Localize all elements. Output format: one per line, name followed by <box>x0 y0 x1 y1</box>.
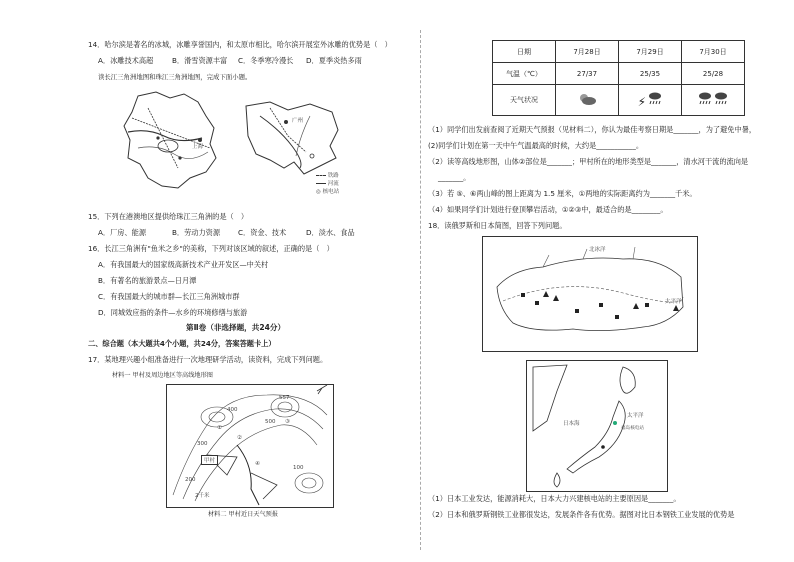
weather-cond-d1 <box>556 85 619 116</box>
label-c300: 300 <box>197 441 208 447</box>
q15-option-c: C．资金、技术 <box>238 228 287 237</box>
label-peak: 557 <box>279 395 290 401</box>
q18-sub2: （2）日本和俄罗斯钢铁工业都很发达，发展条件各有优势。据图对比日本钢铁工业发展的优势是 <box>428 510 735 519</box>
q16-option-d: D．同城效应指的条件—水乡的环境修缮与旅游 <box>98 308 248 317</box>
column-divider <box>420 30 421 550</box>
russia-map <box>482 236 698 352</box>
heavy-rain-icon <box>648 92 662 106</box>
label-c2: ② <box>237 435 242 441</box>
q16-option-a: A．有我国最大的国家级高新技术产业开发区—中关村 <box>98 260 269 269</box>
weather-header-d2: 7月29日 <box>619 41 682 63</box>
lightning-icon: ⚡ <box>637 94 647 109</box>
label-village: 甲村 <box>201 455 218 465</box>
weather-header-date: 日期 <box>493 41 556 63</box>
rain-icon <box>698 92 712 106</box>
q18-stem: 18．读俄罗斯和日本简图，回答下列问题。 <box>428 221 567 230</box>
weather-cond-d2 <box>619 85 682 116</box>
q17-sub3: （3）若 ⑤、⑥两山峰的图上距离为 1.5 厘米，①两地的实际距离约为_______千米。 <box>428 189 697 198</box>
q14-option-a: A．冰雕技术高超 <box>98 56 154 65</box>
label-c100: 100 <box>293 465 304 471</box>
label-shanghai: 上海 <box>192 144 204 150</box>
legend-river: 河流 <box>327 181 339 187</box>
q17-stem: 17．某地理兴趣小组准备进行一次地理研学活动，读资料，完成下列问题。 <box>88 355 328 364</box>
section2-title: 二、综合题（本大题共4个小题，共24分，答案答题卡上） <box>88 339 276 348</box>
label-fukushima: 福岛核电站 <box>621 426 644 431</box>
q16-option-b: B．有著名的旅游景点—日月潭 <box>98 276 197 285</box>
label-c400: 400 <box>227 407 238 413</box>
q17-sub4: （4）如果同学们计划进行登顶攀岩活动，①②③中，最适合的是________。 <box>428 205 668 214</box>
q16-stem: 16．长江三角洲有"鱼米之乡"的美称，下列对该区域的叙述，正确的是（ ） <box>88 244 334 253</box>
weather-temp-d2: 25/35 <box>619 63 682 85</box>
label-c200: 200 <box>185 477 196 483</box>
q18-sub1: （1）日本工业发达，能源消耗大，日本大力兴建核电站的主要原因是_______。 <box>428 494 681 503</box>
q14-option-c: C．冬季寒冷漫长 <box>238 56 294 65</box>
q14-option-d: D．夏季炎热多雨 <box>306 56 362 65</box>
label-c4: ④ <box>255 461 260 467</box>
weather-header-d3: 7月30日 <box>682 41 745 63</box>
partly-cloudy-icon <box>577 92 597 106</box>
map-legend <box>316 172 339 196</box>
map-intro: 读长江三角洲地图和珠江三角洲地图，完成下面小题。 <box>98 73 252 81</box>
weather-cond-d3 <box>682 85 745 116</box>
pearl-delta-map <box>240 96 344 196</box>
contour-map <box>166 384 334 508</box>
label-c3: ③ <box>285 419 290 425</box>
q14-option-b: B．滑雪资源丰富 <box>172 56 228 65</box>
label-guangzhou: 广州 <box>292 118 304 124</box>
label-pacific-japan: 太平洋 <box>627 413 644 419</box>
japan-map <box>526 360 668 492</box>
legend-nuclear: 核电站 <box>322 189 340 195</box>
yangtze-delta-map <box>118 88 224 194</box>
q17-sub2: （2）读等高线地形图，山体②部位是_______；甲村所在的地形类型是_______，清水河干流的流向是 <box>428 157 749 166</box>
material2-caption: 材料二 甲村近日天气预报 <box>208 511 279 518</box>
weather-header-d1: 7月28日 <box>556 41 619 63</box>
q15-option-b: B．劳动力资源 <box>172 228 221 237</box>
label-sea-of-japan: 日本海 <box>563 421 580 427</box>
weather-cond-label: 天气状况 <box>493 85 556 116</box>
legend-rail: 铁路 <box>327 173 339 179</box>
heavy-rain-icon <box>714 92 728 106</box>
q15-option-a: A．厂房、能源 <box>98 228 147 237</box>
weather-temp-d1: 27/37 <box>556 63 619 85</box>
q14-stem: 14．哈尔滨是著名的冰城，冰雕享誉国内，和太原市相比，哈尔滨开展室外冰雕的优势是（ ） <box>88 40 392 49</box>
weather-table <box>492 40 745 116</box>
label-c500: 500 <box>265 419 276 425</box>
q15-stem: 15．下列在港澳地区提供给珠江三角洲的是（ ） <box>88 212 249 221</box>
part2-title: 第Ⅱ卷（非选择题，共24分） <box>186 323 286 332</box>
weather-temp-d3: 25/28 <box>682 63 745 85</box>
q17-sub2b: _______。 <box>438 173 471 182</box>
label-pacific-russia: 太平洋 <box>665 299 682 305</box>
nuclear-icon: ◎ <box>316 189 321 195</box>
label-arctic-ocean: 北冰洋 <box>589 247 606 253</box>
material1-caption: 材料一 甲村及周边地区等高线地形图 <box>112 372 213 379</box>
q17-sub1: （1）同学们出发前查阅了近期天气预报（见材料二），你认为最佳考察日期是_______，为了避免中暑， <box>428 125 757 134</box>
q16-option-c: C．有我国最大的城市群—长江三角洲城市群 <box>98 292 240 301</box>
weather-temp-label: 气温（℃） <box>493 63 556 85</box>
label-scale: 2千米 <box>195 493 210 499</box>
q17-sub1b: (2)同学们计划在第一天中午气温最高的时候，大约是___________。 <box>428 141 644 150</box>
q15-option-d: D．淡水、食品 <box>306 228 355 237</box>
label-c1: ① <box>217 425 222 431</box>
